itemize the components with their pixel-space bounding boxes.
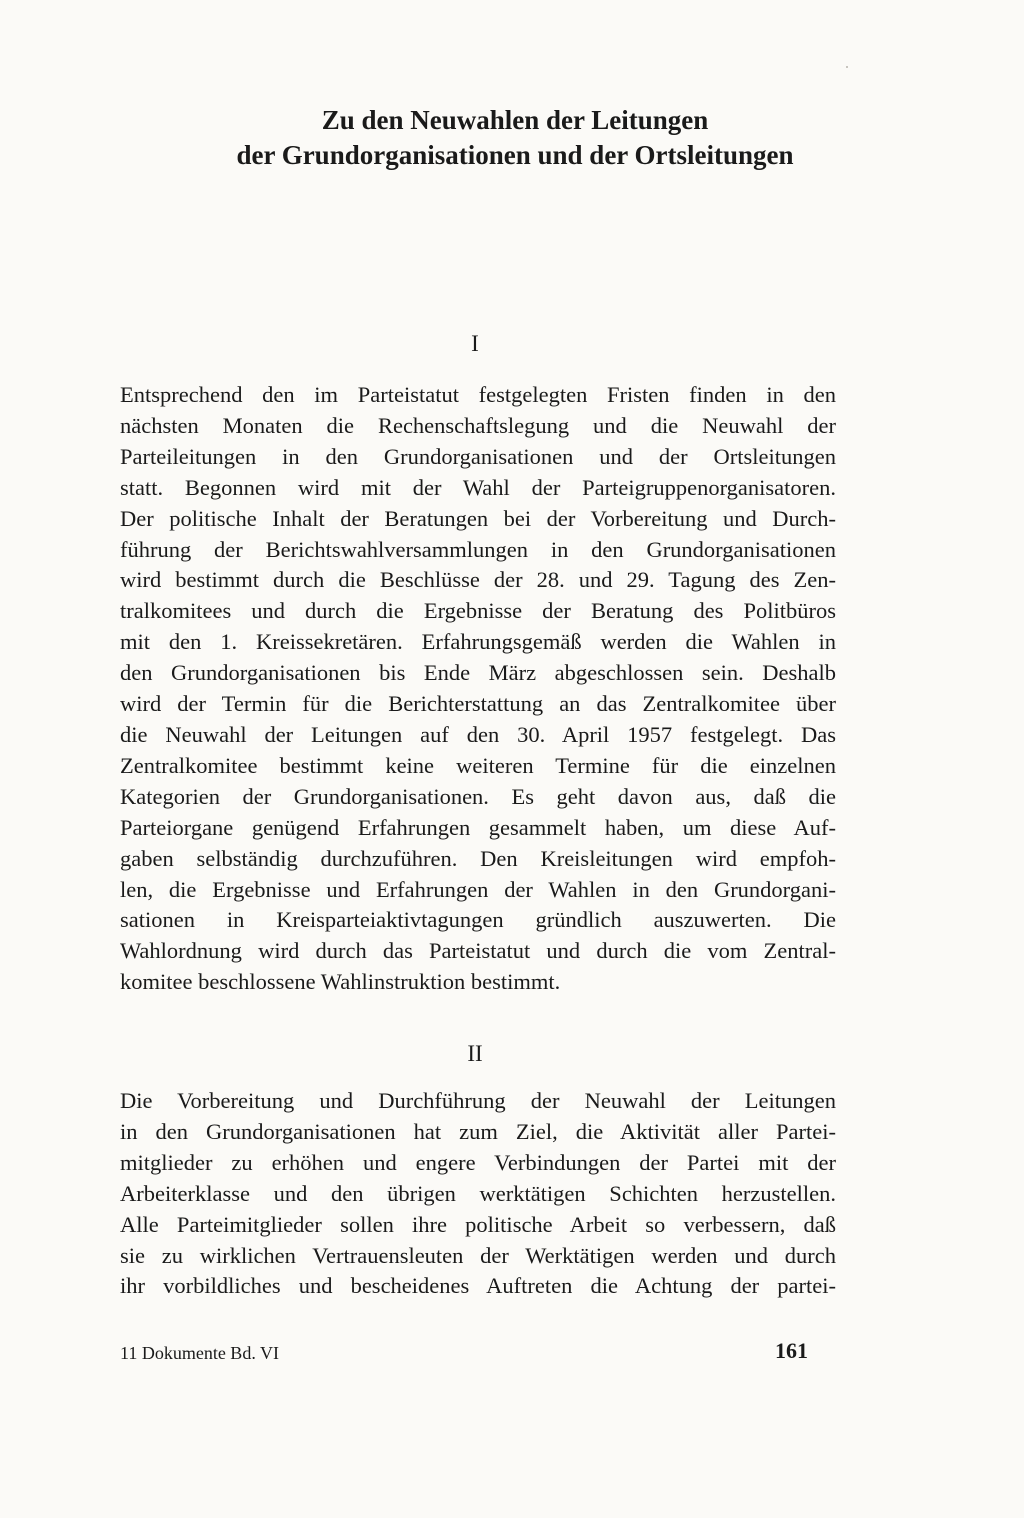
document-title-line-1: Zu den Neuwahlen der Leitungen — [321, 105, 709, 135]
text-line: sationen in Kreisparteiaktivtagungen gründlich auszuwerten. Die — [120, 907, 836, 933]
text-line: führung der Berichtswahlversammlungen in den Grundorganisationen — [120, 536, 836, 562]
text-line: Der politische Inhalt der Beratungen bei der Vorbereitung und Durch- — [120, 505, 836, 531]
section-1-paragraph — [120, 380, 836, 998]
text-line: tralkomitees und durch die Ergebnisse der Beratung des Politbüros — [120, 598, 836, 624]
text-line: die Neuwahl der Leitungen auf den 30. April 1957 festgelegt. Das — [120, 721, 836, 747]
text-line: Die Vorbereitung und Durchführung der Neuwahl der Leitungen — [120, 1088, 836, 1113]
page-number: 161 — [775, 1338, 808, 1363]
paper-speck — [846, 66, 848, 68]
text-line: nächsten Monaten die Rechenschaftslegung und die Neuwahl der — [120, 412, 836, 438]
text-line: ihr vorbildliches und bescheidenes Auftreten die Achtung der partei- — [120, 1273, 836, 1299]
text-line: in den Grundorganisationen hat zum Ziel, die Aktivität aller Partei- — [120, 1118, 836, 1144]
text-line: Parteiorgane genügend Erfahrungen gesammelt haben, um diese Auf- — [120, 814, 836, 840]
text-line: Arbeiterklasse und den übrigen werktätigen Schichten herzustellen. — [120, 1180, 836, 1206]
text-line: Wahlordnung wird durch das Parteistatut und durch die vom Zentral- — [120, 938, 836, 964]
text-line: Zentralkomitee bestimmt keine weiteren Termine für die einzelnen — [120, 752, 836, 778]
text-line: wird der Termin für die Berichterstattung an das Zentralkomitee über — [120, 691, 836, 717]
text-line: Kategorien der Grundorganisationen. Es geht davon aus, daß die — [120, 783, 836, 809]
footer-signature: 11 Dokumente Bd. VI — [120, 1343, 279, 1363]
text-line: sie zu wirklichen Vertrauensleuten der Werktätigen werden und durch — [120, 1242, 836, 1268]
text-line: Parteileitungen in den Grundorganisationen und der Ortsleitungen — [120, 443, 836, 469]
section-number: I — [471, 331, 479, 356]
text-line: Entsprechend den im Parteistatut festgelegten Fristen finden in den — [120, 382, 836, 407]
text-line: den Grundorganisationen bis Ende März abgeschlossen sein. Deshalb — [120, 660, 836, 686]
section-2-paragraph — [120, 1086, 836, 1302]
text-line: komitee beschlossene Wahlinstruktion bestimmt. — [120, 969, 561, 995]
section-number: II — [467, 1041, 483, 1066]
text-line: mitglieder zu erhöhen und engere Verbindungen der Partei mit der — [120, 1149, 836, 1175]
document-title-line-2: der Grundorganisationen und der Ortsleitungen — [236, 140, 794, 170]
text-line: Alle Parteimitglieder sollen ihre politische Arbeit so verbessern, daß — [120, 1211, 836, 1237]
text-line: mit den 1. Kreissekretären. Erfahrungsgemäß werden die Wahlen in — [120, 629, 836, 655]
text-line: gaben selbständig durchzuführen. Den Kreisleitungen wird empfoh- — [120, 845, 836, 871]
text-line: len, die Ergebnisse und Erfahrungen der Wahlen in den Grundorgani- — [120, 876, 836, 902]
text-line: statt. Begonnen wird mit der Wahl der Parteigruppenorganisatoren. — [120, 474, 836, 500]
text-line: wird bestimmt durch die Beschlüsse der 28. und 29. Tagung des Zen- — [120, 567, 836, 593]
